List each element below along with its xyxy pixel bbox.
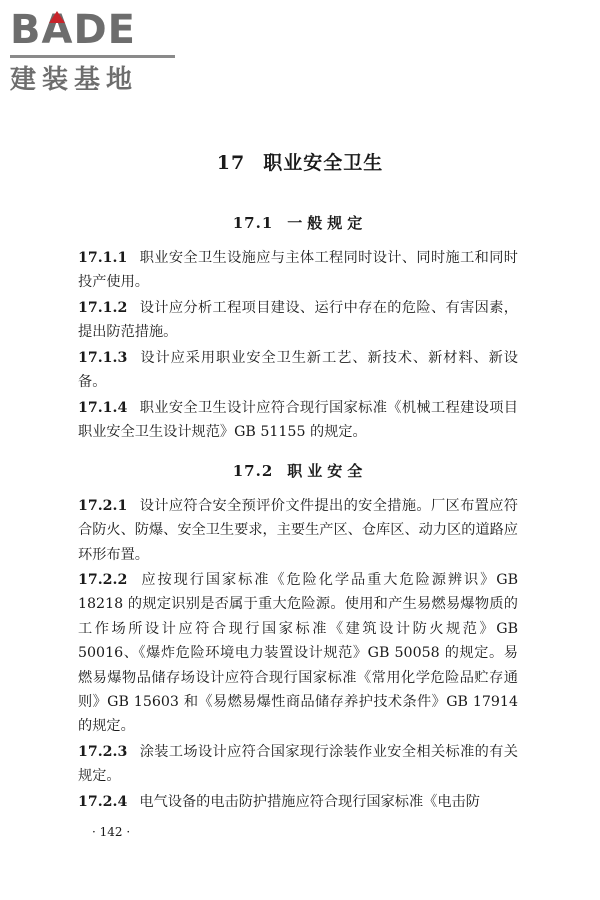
- section-number: 17.1: [232, 214, 274, 232]
- logo-divider: [10, 55, 175, 58]
- clause-text: 设计应采用职业安全卫生新工艺、新技术、新材料、新设备。: [78, 350, 518, 391]
- section-title-17-1: [0, 212, 600, 233]
- clause-text: 涂装工场设计应符合国家现行涂装作业安全相关标准的有关规定。: [78, 744, 518, 785]
- chapter-number: 17: [216, 152, 246, 174]
- section-title-text: 职业安全: [287, 462, 368, 480]
- clause-text: 设计应分析工程项目建设、运行中存在的危险、有害因素，提出防范措施。: [78, 300, 518, 341]
- clause-17-2-3: [78, 740, 518, 789]
- clause-17-1-4: [78, 396, 518, 445]
- clause-text: 职业安全卫生设计应符合现行国家标准《机械工程建设项目职业安全卫生设计规范》GB 51155 的规定。: [78, 400, 518, 441]
- clause-number: 17.2.3: [78, 744, 128, 760]
- clause-number: 17.1.2: [78, 300, 128, 316]
- clause-text: 应按现行国家标准《危险化学品重大危险源辨识》GB 18218 的规定识别是否属于重大危险源。使用和产生易燃易爆物质的工作场所设计应符合现行国家标准《建筑设计防火规范》GB 50016、《爆炸危险环境电力装置设计规范》GB 50058 的规定。易燃易爆物品储存场设计应符合现行国家标准《常用化学危险品贮存通则》GB 15603 和《易燃易爆性商品储存养护技术条件》GB 17914 的规定。: [78, 572, 518, 735]
- clause-17-1-3: [78, 346, 518, 395]
- clause-17-2-1: [78, 494, 518, 567]
- section-title-text: 一般规定: [287, 214, 368, 232]
- clause-number: 17.2.2: [78, 572, 128, 588]
- logo-red-accent-icon: [49, 11, 65, 23]
- clause-number: 17.1.3: [78, 350, 128, 366]
- logo-subtitle: 建装基地: [10, 65, 139, 95]
- clause-number: 17.1.4: [78, 400, 128, 416]
- clause-17-2-2: [78, 568, 518, 739]
- section-title-17-2: [0, 460, 600, 481]
- clause-text: 设计应符合安全预评价文件提出的安全措施。厂区布置应符合防火、防爆、安全卫生要求，主要生产区、仓库区、动力区的道路应环形布置。: [78, 498, 518, 563]
- clause-number: 17.2.1: [78, 498, 128, 514]
- chapter-title-text: 职业安全卫生: [263, 152, 384, 174]
- clause-text: 电气设备的电击防护措施应符合现行国家标准《电击防: [139, 794, 480, 810]
- clause-17-1-2: [78, 296, 518, 345]
- page-number: · 142 ·: [92, 825, 131, 839]
- clause-number: 17.1.1: [78, 250, 128, 266]
- clause-number: 17.2.4: [78, 794, 128, 810]
- section-number: 17.2: [232, 462, 274, 480]
- bade-logo: [10, 8, 180, 98]
- clause-text: 职业安全卫生设施应与主体工程同时设计、同时施工和同时投产使用。: [78, 250, 518, 291]
- logo-wordmark: BADE: [10, 7, 136, 53]
- clause-17-1-1: [78, 246, 518, 295]
- chapter-title: [0, 148, 600, 175]
- clause-17-2-4: [78, 790, 518, 814]
